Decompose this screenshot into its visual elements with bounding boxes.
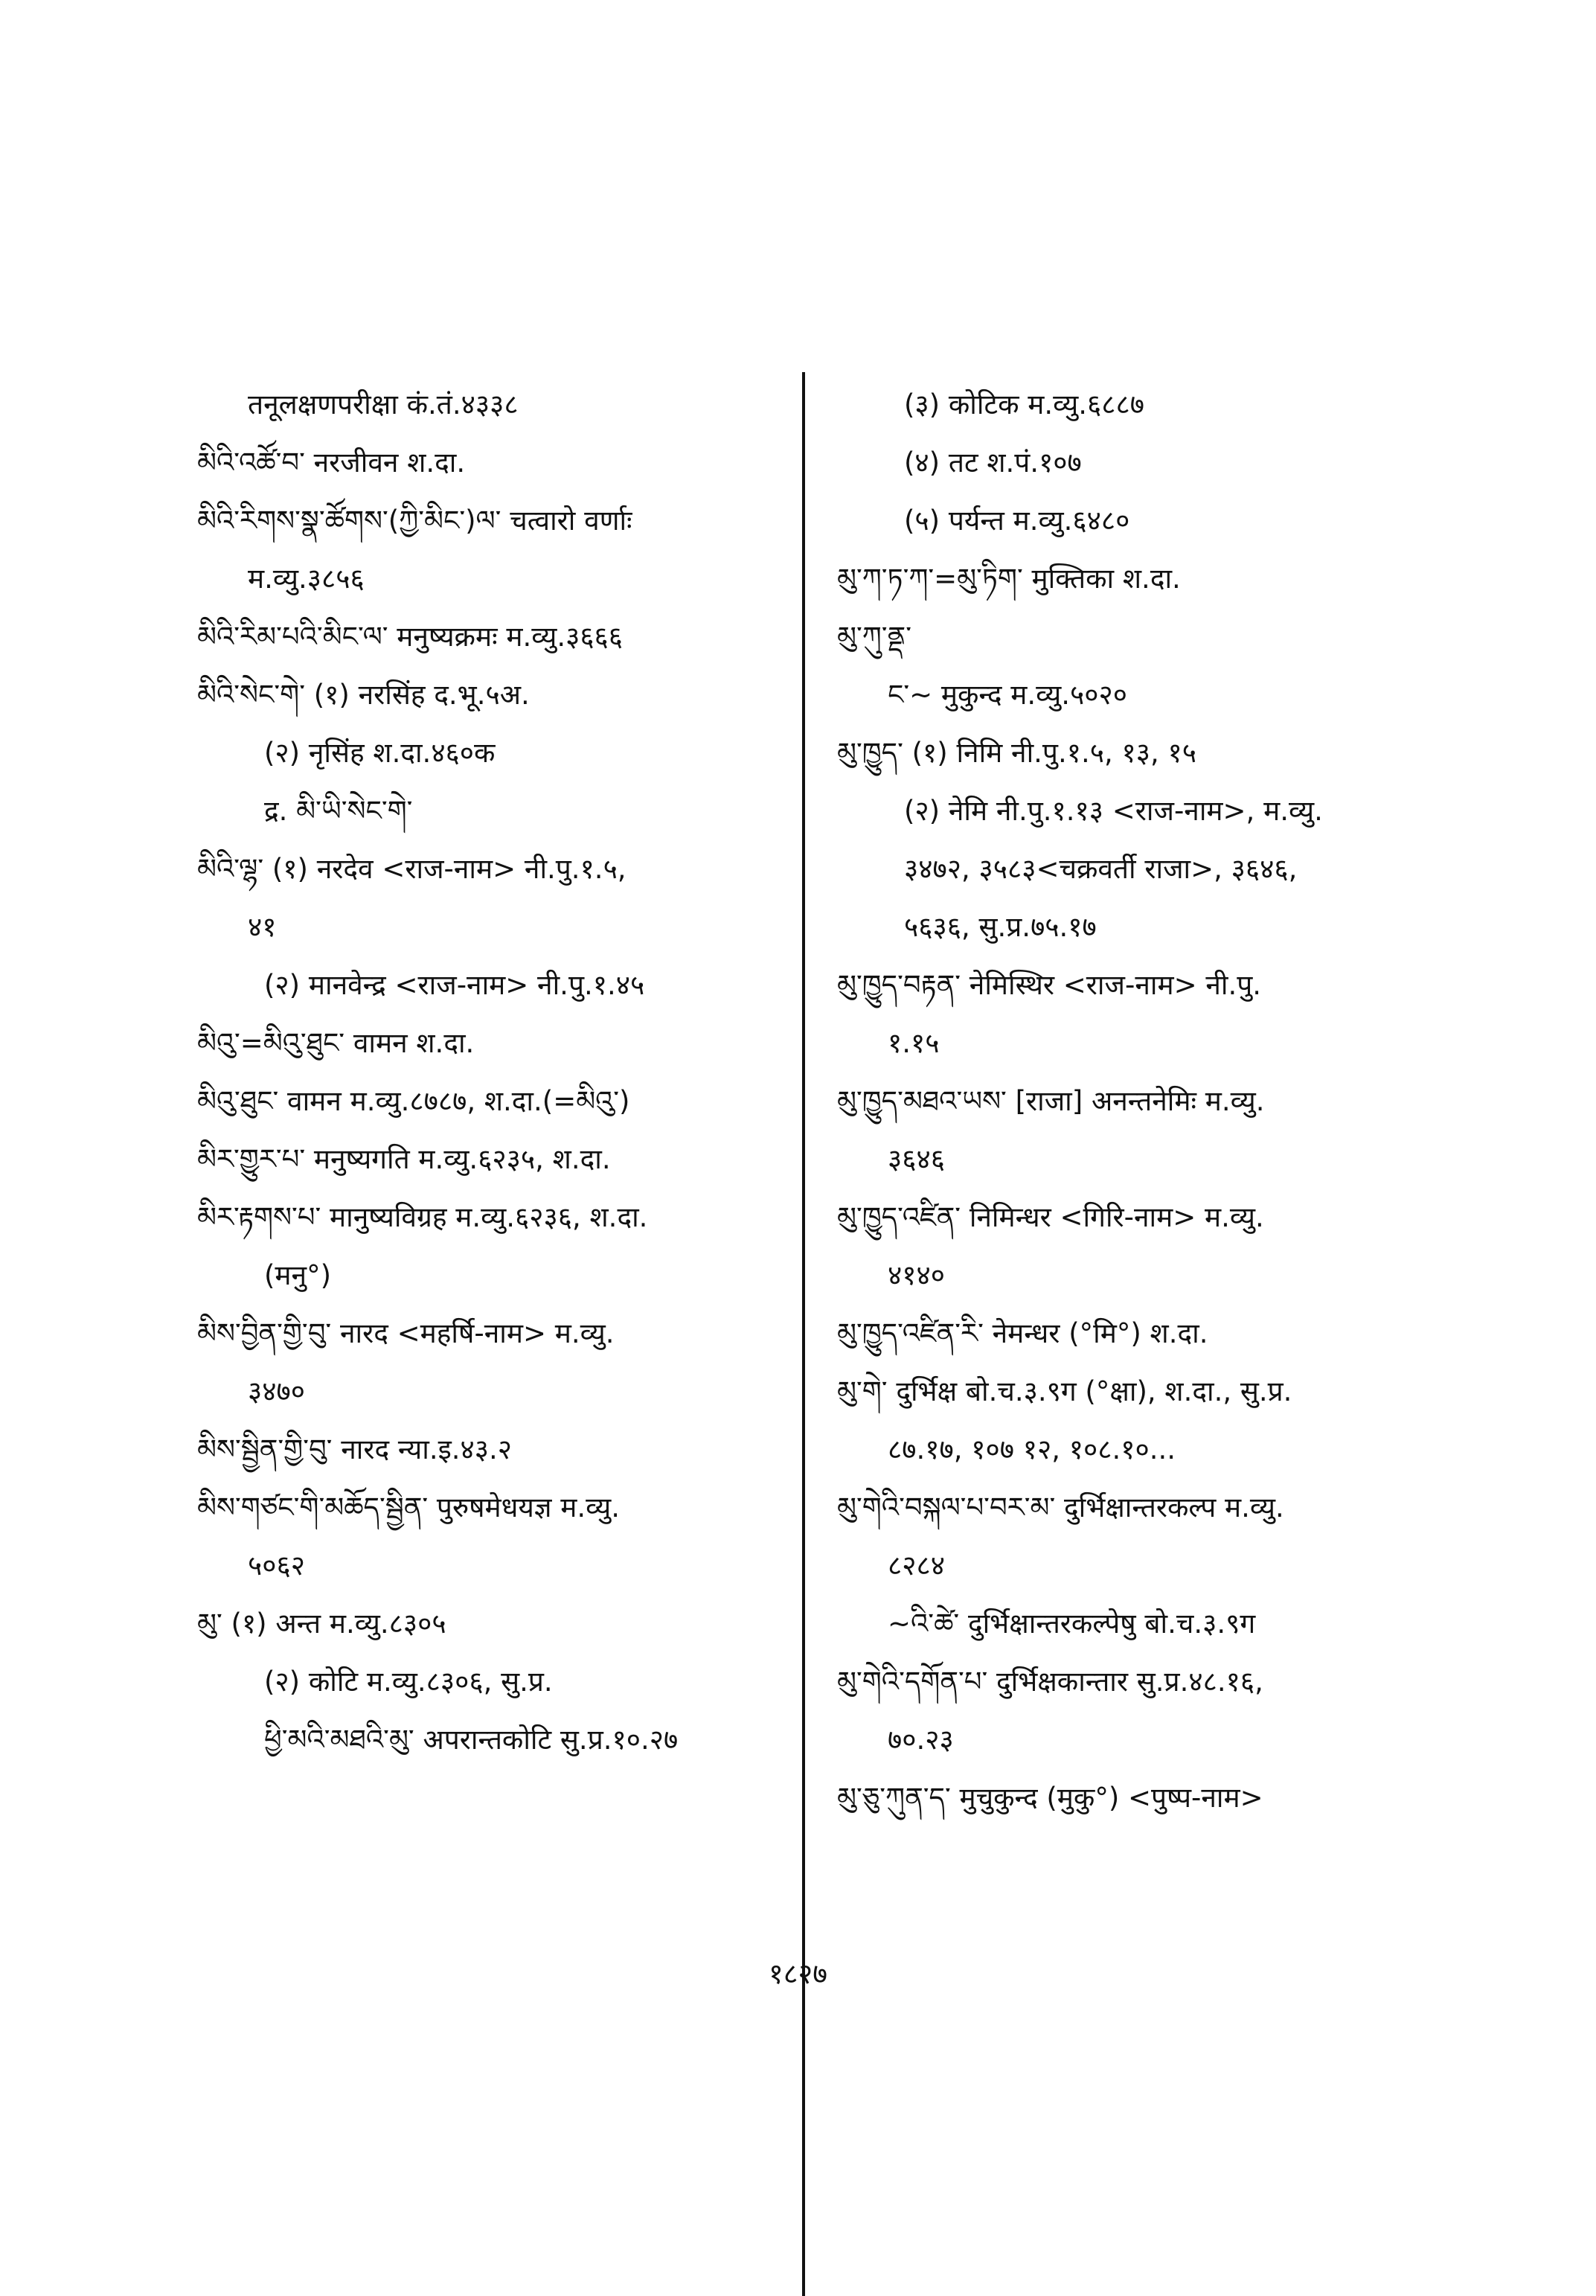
entry-line: म.व्यु.३८५६ [248, 563, 365, 595]
entry-line: ३४७० [248, 1375, 305, 1407]
entry-line: མིར་རྟགས་པ་ मानुष्यविग्रह म.व्यु.६२३६, श.दा. [197, 1201, 648, 1233]
entry-line: མིའི་རིམ་པའི་མིང་ལ་ मनुष्यक्रमः म.व्यु.३६६६ [197, 621, 624, 653]
entry-line: མུ་ཁྱུད་ (१) निमि नी.पु.१.५, १३, १५ [837, 737, 1196, 769]
entry-line: (२) नृसिंह श.दा.४६०क [264, 737, 496, 769]
entry-line: १.१५ [888, 1027, 940, 1059]
entry-line: ५०६२ [248, 1550, 305, 1582]
entry-line: མིས་སྦྱིན་གྱི་བུ་ नारद न्या.इ.४३.२ [197, 1433, 512, 1465]
entry-line: མིའི་ལྷ་ (१) नरदेव <राज-नाम> नी.पु.१.५, [197, 853, 626, 885]
entry-line: तनूलक्षणपरीक्षा कं.तं.४३३८ [248, 388, 519, 420]
entry-line: ང་~ मुकुन्द म.व्यु.५०२० [888, 679, 1127, 711]
entry-line: མུ་ཀུ་ནྡ་ [837, 621, 912, 653]
entry-line: (४) तट श.पं.१०७ [904, 447, 1082, 479]
entry-line: ཕྱི་མའི་མཐའི་མུ་ अपरान्तकोटि सु.प्र.१०.२७ [264, 1724, 679, 1756]
entry-line: ४१ [248, 911, 277, 943]
entry-line: མིའུ་=མིའུ་ཐུང་ वामन श.दा. [197, 1027, 475, 1059]
entry-line: ८७.१७, १०७ १२, १०८.१०... [888, 1433, 1176, 1465]
entry-line: ~འི་ཚེ་ दुर्भिक्षान्तरकल्पेषु बो.च.३.९ग [888, 1608, 1256, 1640]
entry-line: མུ་གེ་ दुर्भिक्ष बो.च.३.९ग (°क्षा), श.दा., सु.प्र. [837, 1375, 1292, 1407]
entry-line: མིས་བྱིན་གྱི་བུ་ नारद <महर्षि-नाम> म.व्यु. [197, 1317, 615, 1349]
entry-line: མིར་གྱུར་པ་ मनुष्यगति म.व्यु.६२३५, श.दा. [197, 1143, 611, 1175]
right-column [837, 376, 1432, 1827]
entry-line: (५) पर्यन्त म.व्यु.६४८० [904, 505, 1130, 537]
entry-line: (२) कोटि म.व्यु.८३०६, सु.प्र. [264, 1666, 553, 1698]
entry-line: མིའི་རིགས་སྣ་ཚོགས་(ཀྱི་མིང་)ལ་ चत्वारो वर्णाः [197, 505, 632, 537]
entry-line: ३४७२, ३५८३<चक्रवर्ती राजा>, ३६४६, [904, 853, 1298, 885]
entry-line: མུ་གེའི་བསྐལ་པ་བར་མ་ दुर्भिक्षान्तरकल्प म.व्यु. [837, 1491, 1284, 1523]
entry-line: མུ་གེའི་དགོན་པ་ दुर्भिक्षकान्तार सु.प्र.४८.१६, [837, 1666, 1263, 1698]
entry-line: (मनु°) [264, 1259, 332, 1291]
entry-line: (२) नेमि नी.पु.१.१३ <राज-नाम>, म.व्यु. [904, 795, 1323, 827]
entry-line: མུ་ཁྱུད་བརྟན་ नेमिस्थिर <राज-नाम> नी.पु. [837, 969, 1261, 1001]
entry-line: ५६३६, सु.प्र.७५.१७ [904, 911, 1097, 943]
entry-line: ७०.२३ [888, 1724, 954, 1756]
entry-line: མུ་ཁྱུད་འཛིན་རི་ नेमन्धर (°मि°) श.दा. [837, 1317, 1208, 1349]
entry-line: ८२८४ [888, 1550, 945, 1582]
page-number: १८२७ [768, 1957, 828, 1990]
entry-line: མུ་ཁྱུད་འཛིན་ निमिन्धर <गिरि-नाम> म.व्यु. [837, 1201, 1264, 1233]
entry-line: ३६४६ [888, 1143, 945, 1175]
entry-line: (२) मानवेन्द्र <राज-नाम> नी.पु.१.४५ [264, 969, 645, 1001]
entry-line: མིའུ་ཐུང་ वामन म.व्यु.८७८७, श.दा.(=མིའུ་) [197, 1085, 630, 1117]
entry-line: द्र. མི་ཡི་སེང་གེ་ [264, 795, 413, 827]
entry-line: མུ་ཁྱུད་མཐའ་ཡས་ [राजा] अनन्तनेमिः म.व्यु. [837, 1085, 1265, 1117]
entry-line: མུ་ཅུ་ཀུན་ད་ मुचुकुन्द (मुकु°) <पुष्प-नाम> [837, 1782, 1263, 1814]
entry-line: མིས་གཙང་གི་མཆོད་སྦྱིན་ पुरुषमेधयज्ञ म.व्यु. [197, 1491, 621, 1523]
entry-line: (३) कोटिक म.व्यु.६८८७ [904, 388, 1145, 420]
column-divider [802, 372, 805, 2296]
left-column [197, 376, 792, 1769]
entry-line: ४१४० [888, 1259, 945, 1291]
entry-line: མིའི་སེང་གེ་ (१) नरसिंह द.भू.५अ. [197, 679, 530, 711]
entry-line: མུ་ཀ་ཏ་ཀ་=མུ་ཏིག་ मुक्तिका श.दा. [837, 563, 1181, 595]
entry-line: མུ་ (१) अन्त म.व्यु.८३०५ [197, 1608, 446, 1640]
entry-line: མིའི་འཚོ་བ་ नरजीवन श.दा. [197, 447, 466, 479]
